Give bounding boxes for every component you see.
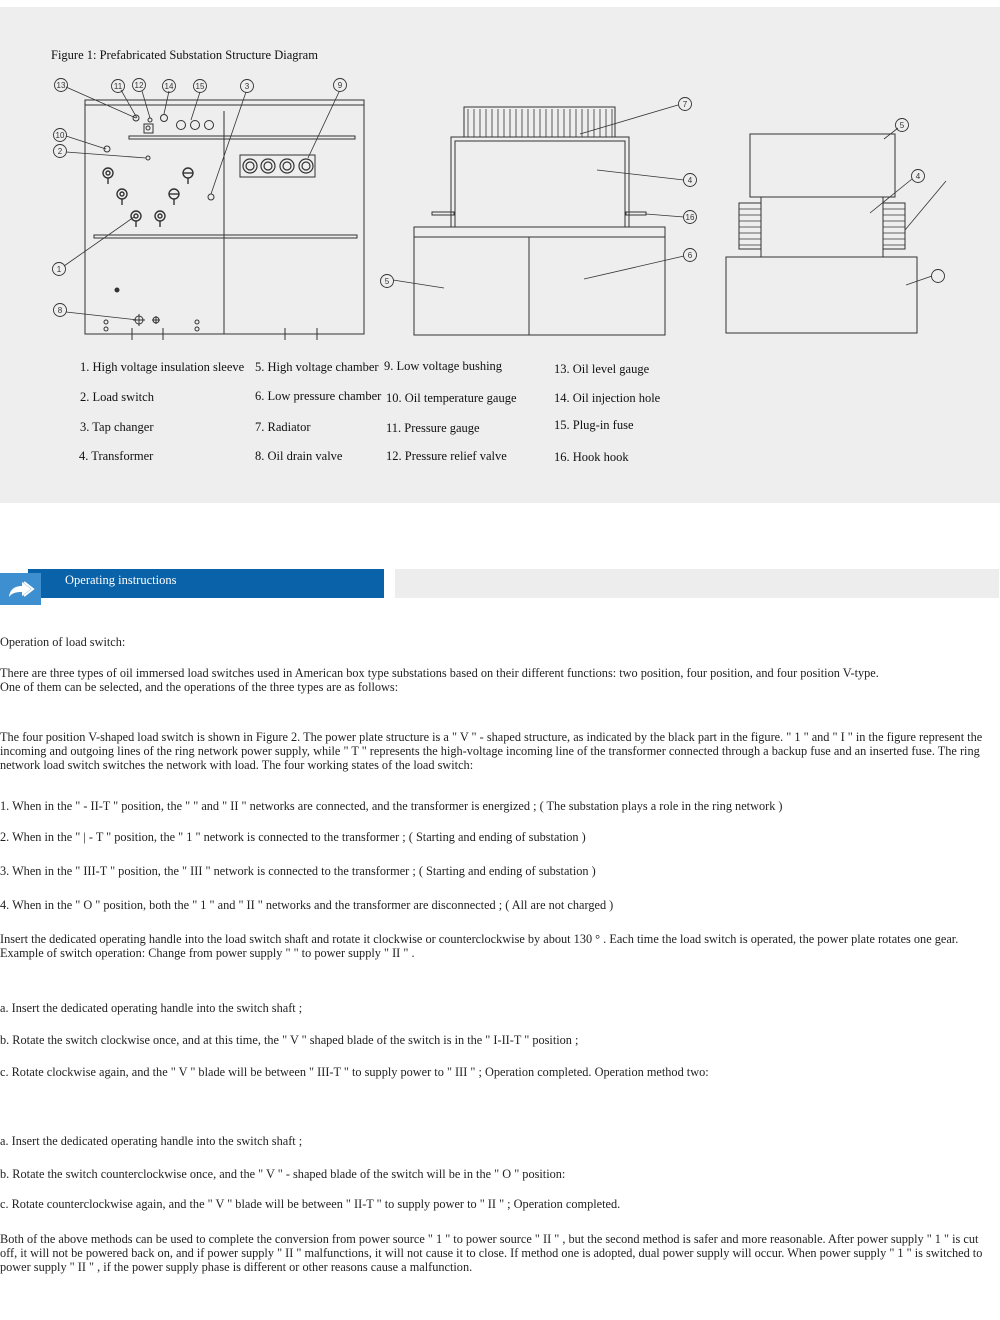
legend-item: 11. Pressure gauge bbox=[386, 421, 480, 435]
state-item: 4. When in the " O " position, both the " 1 " and " II " networks and the transformer are disconnected ; ( All are not charged ) bbox=[0, 898, 614, 912]
callout-5: 5 bbox=[384, 277, 390, 286]
callout-10: 10 bbox=[55, 131, 65, 140]
callout-3: 3 bbox=[244, 82, 250, 91]
callout-1: 1 bbox=[56, 265, 62, 274]
callout-14: 14 bbox=[164, 82, 174, 91]
vtype-paragraph: The four position V-shaped load switch is shown in Figure 2. The power plate structure is a " V " - shaped structure, as indicated by the black part in the figure. " 1 " and " I " in the figure represent the incoming and outgoing lines of the ring network power supply, while " T " represents the high-voltage incoming line of the transformer connected through a backup fuse and an inserted fuse. The ring network load switch switches the network with load. The four working states of the load switch: bbox=[0, 730, 983, 772]
legend-item: 5. High voltage chamber bbox=[255, 360, 379, 374]
callout-4-end: 4 bbox=[915, 172, 921, 181]
method-one-step: a. Insert the dedicated operating handle into the switch shaft ; bbox=[0, 1001, 303, 1015]
intro-paragraph: There are three types of oil immersed load switches used in American box type substations based on their different functions: two position, four position, and four position V-type. One of them can be selected, and the operations of the three types are as follows: bbox=[0, 666, 879, 694]
section-title: Operating instructions bbox=[65, 573, 177, 587]
callout-15: 15 bbox=[195, 82, 205, 91]
operation-heading: Operation of load switch: bbox=[0, 635, 126, 649]
legend-item: 6. Low pressure chamber bbox=[255, 389, 382, 403]
callout-12: 12 bbox=[134, 81, 144, 90]
state-item: 1. When in the " - II-T " position, the " " and " II " networks are connected, and the transformer is energized ; ( The substation plays a role in the ring network ) bbox=[0, 799, 783, 813]
front-view bbox=[64, 87, 364, 340]
method-two-step: c. Rotate counterclockwise again, and the " V " blade will be between " II-T " to supply power to " II " ; Operation completed. bbox=[0, 1197, 621, 1211]
forward-arrow-icon bbox=[0, 573, 41, 605]
side-view bbox=[393, 105, 684, 335]
legend-item: 2. Load switch bbox=[80, 390, 154, 404]
figure-title: Figure 1: Prefabricated Substation Structure Diagram bbox=[51, 48, 318, 62]
callout-11: 11 bbox=[113, 82, 123, 91]
legend-item: 16. Hook hook bbox=[554, 450, 629, 464]
legend-item: 8. Oil drain valve bbox=[255, 449, 343, 463]
legend-item: 3. Tap changer bbox=[80, 420, 154, 434]
callout-2: 2 bbox=[57, 147, 63, 156]
callout-7: 7 bbox=[682, 100, 688, 109]
legend-item: 12. Pressure relief valve bbox=[386, 449, 507, 463]
callout-13: 13 bbox=[56, 81, 66, 90]
callout-8: 8 bbox=[57, 306, 63, 315]
end-view bbox=[726, 128, 946, 333]
legend-item: 14. Oil injection hole bbox=[554, 391, 661, 405]
method-one-step: b. Rotate the switch clockwise once, and at this time, the " V " shaped blade of the switch is in the " I-II-T " position ; bbox=[0, 1033, 579, 1047]
callout-16: 16 bbox=[685, 213, 695, 222]
legend-item: 15. Plug-in fuse bbox=[554, 418, 634, 432]
legend-item: 1. High voltage insulation sleeve bbox=[80, 360, 245, 374]
legend-item: 7. Radiator bbox=[255, 420, 311, 434]
section-header-filler bbox=[395, 569, 999, 598]
state-item: 3. When in the " III-T " position, the " III " network is connected to the transformer ; ( Starting and ending of substation ) bbox=[0, 864, 596, 878]
section-header bbox=[0, 568, 1000, 606]
conclusion-paragraph: Both of the above methods can be used to complete the conversion from power source " 1 " to power source " II " , but the second method is safer and more reasonable. After power supply " 1 " is cut off, it will not be powered back on, and if power supply " II " malfunctions, it will not cause it to close. If method one is adopted, dual power supply will occur. When power supply " 1 " is switched to power supply " II " , if the power supply phase is different or other reasons cause a malfunction. bbox=[0, 1232, 983, 1274]
callout-labels bbox=[56, 81, 921, 315]
substation-structure-diagram bbox=[0, 7, 1000, 347]
method-two-step: a. Insert the dedicated operating handle into the switch shaft ; bbox=[0, 1134, 303, 1148]
figure-panel bbox=[0, 7, 1000, 503]
handle-paragraph: Insert the dedicated operating handle into the load switch shaft and rotate it clockwise or counterclockwise by about 130 ° . Each time the load switch is operated, the power plate rotates one gear. Example of switch operation: Change from power supply " " to power supply " II " . bbox=[0, 932, 959, 960]
callout-5-end: 5 bbox=[899, 121, 905, 130]
method-one-step: c. Rotate clockwise again, and the " V " blade will be between " III-T " to supply power to " III " ; Operation completed. Operation method two: bbox=[0, 1065, 709, 1079]
state-item: 2. When in the " | - T " position, the " 1 " network is connected to the transformer ; ( Starting and ending of substation ) bbox=[0, 830, 586, 844]
callout-9: 9 bbox=[337, 81, 343, 90]
legend-item: 9. Low voltage bushing bbox=[384, 359, 503, 373]
legend-item: 13. Oil level gauge bbox=[554, 362, 650, 376]
legend-item: 10. Oil temperature gauge bbox=[386, 391, 517, 405]
legend-item: 4. Transformer bbox=[79, 449, 154, 463]
callout-4: 4 bbox=[687, 176, 693, 185]
callout-6: 6 bbox=[687, 251, 693, 260]
method-two-step: b. Rotate the switch counterclockwise once, and the " V " - shaped blade of the switch will be in the " O " position: bbox=[0, 1167, 566, 1181]
